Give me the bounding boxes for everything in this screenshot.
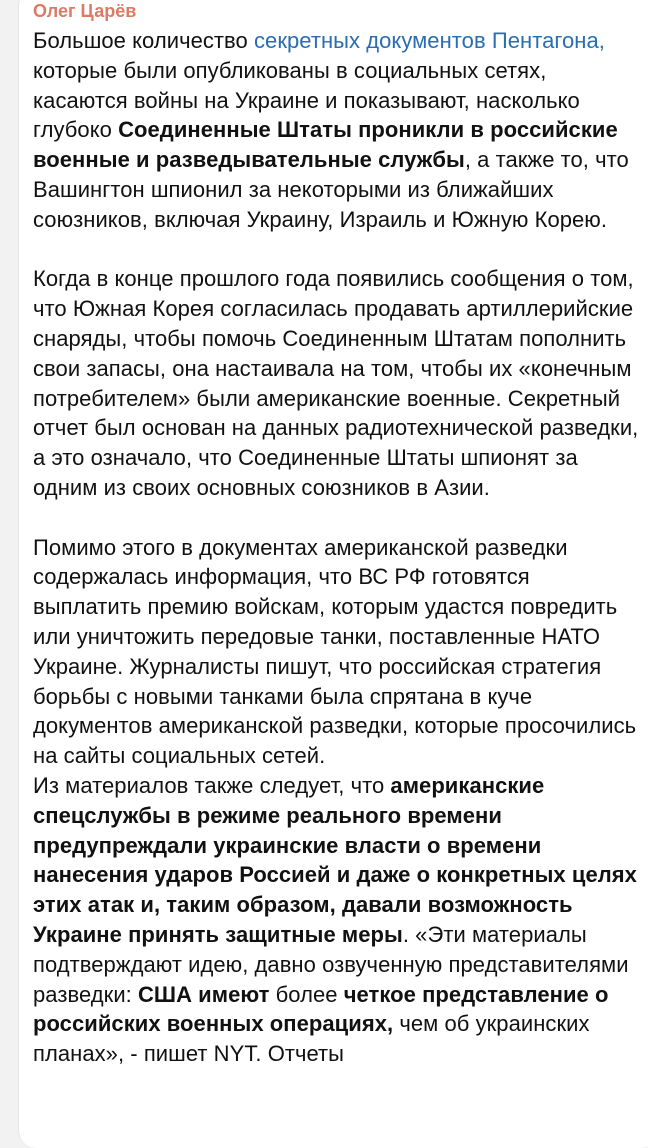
- text-span: , а также то, что Вашингтон шпионил за некоторыми из ближайших союзников, включая Украину, Израиль и Южную Корею.: [33, 147, 635, 232]
- text-span: чем об украинских планах», - пишет NYT. Отчеты: [33, 1011, 596, 1067]
- paragraph-4: [33, 771, 642, 1069]
- text-span: Из материалов также следует, что: [33, 772, 391, 798]
- paragraph-1: [33, 26, 642, 235]
- bold-text: американские спецслужбы в режиме реального времени предупреждали украинские власти о времени нанесения ударов Россией и даже о конкретных целях этих атак и, таким образом, давали возможность Украине принять защитные меры: [33, 772, 644, 947]
- pentagon-documents-link[interactable]: секретных документов Пентагона,: [253, 28, 605, 53]
- text-span: более: [269, 981, 344, 1007]
- paragraph-2: Когда в конце прошлого года появились сообщения о том, что Южная Корея согласилась продавать артиллерийские снаряды, чтобы помочь Соединенным Штатам пополнить свои запасы, она настаивала на том, чтобы их «конечным потребителем» были американские военные. Секретный отчет был основан на данных радиотехнической разведки, а это означало, что Соединенные Штаты шпионят за одним из своих основных союзников в Азии.: [33, 266, 645, 500]
- text-span: которые были опубликованы в социальных сетях, касаются войны на Украине и показывают, насколько глубоко: [33, 28, 612, 143]
- text-span: . «Эти материалы подтверждают идею, давно озвученную представителями разведки:: [33, 921, 635, 1007]
- paragraph-3: Помимо этого в документах американской разведки содержалась информация, что ВС РФ готовятся выплатить премию войскам, которым удастся повредить или уничтожить передовые танки, поставленные НАТО Украине. Журналисты пишут, что российская стратегия борьбы с новыми танками была спрятана в куче документов американской разведки, которые просочились на сайты социальных сетей.: [33, 534, 643, 769]
- message-bubble: [18, 0, 648, 1148]
- message-text: [33, 26, 645, 1069]
- message-author[interactable]: Олег Царёв: [33, 1, 137, 21]
- bold-text: Соединенные Штаты проникли в российские военные и разведывательные службы: [33, 117, 624, 173]
- bold-text: США имеют: [137, 981, 270, 1007]
- text-span: Большое количество: [33, 28, 254, 53]
- bold-text: четкое представление о российских военных операциях,: [33, 981, 615, 1037]
